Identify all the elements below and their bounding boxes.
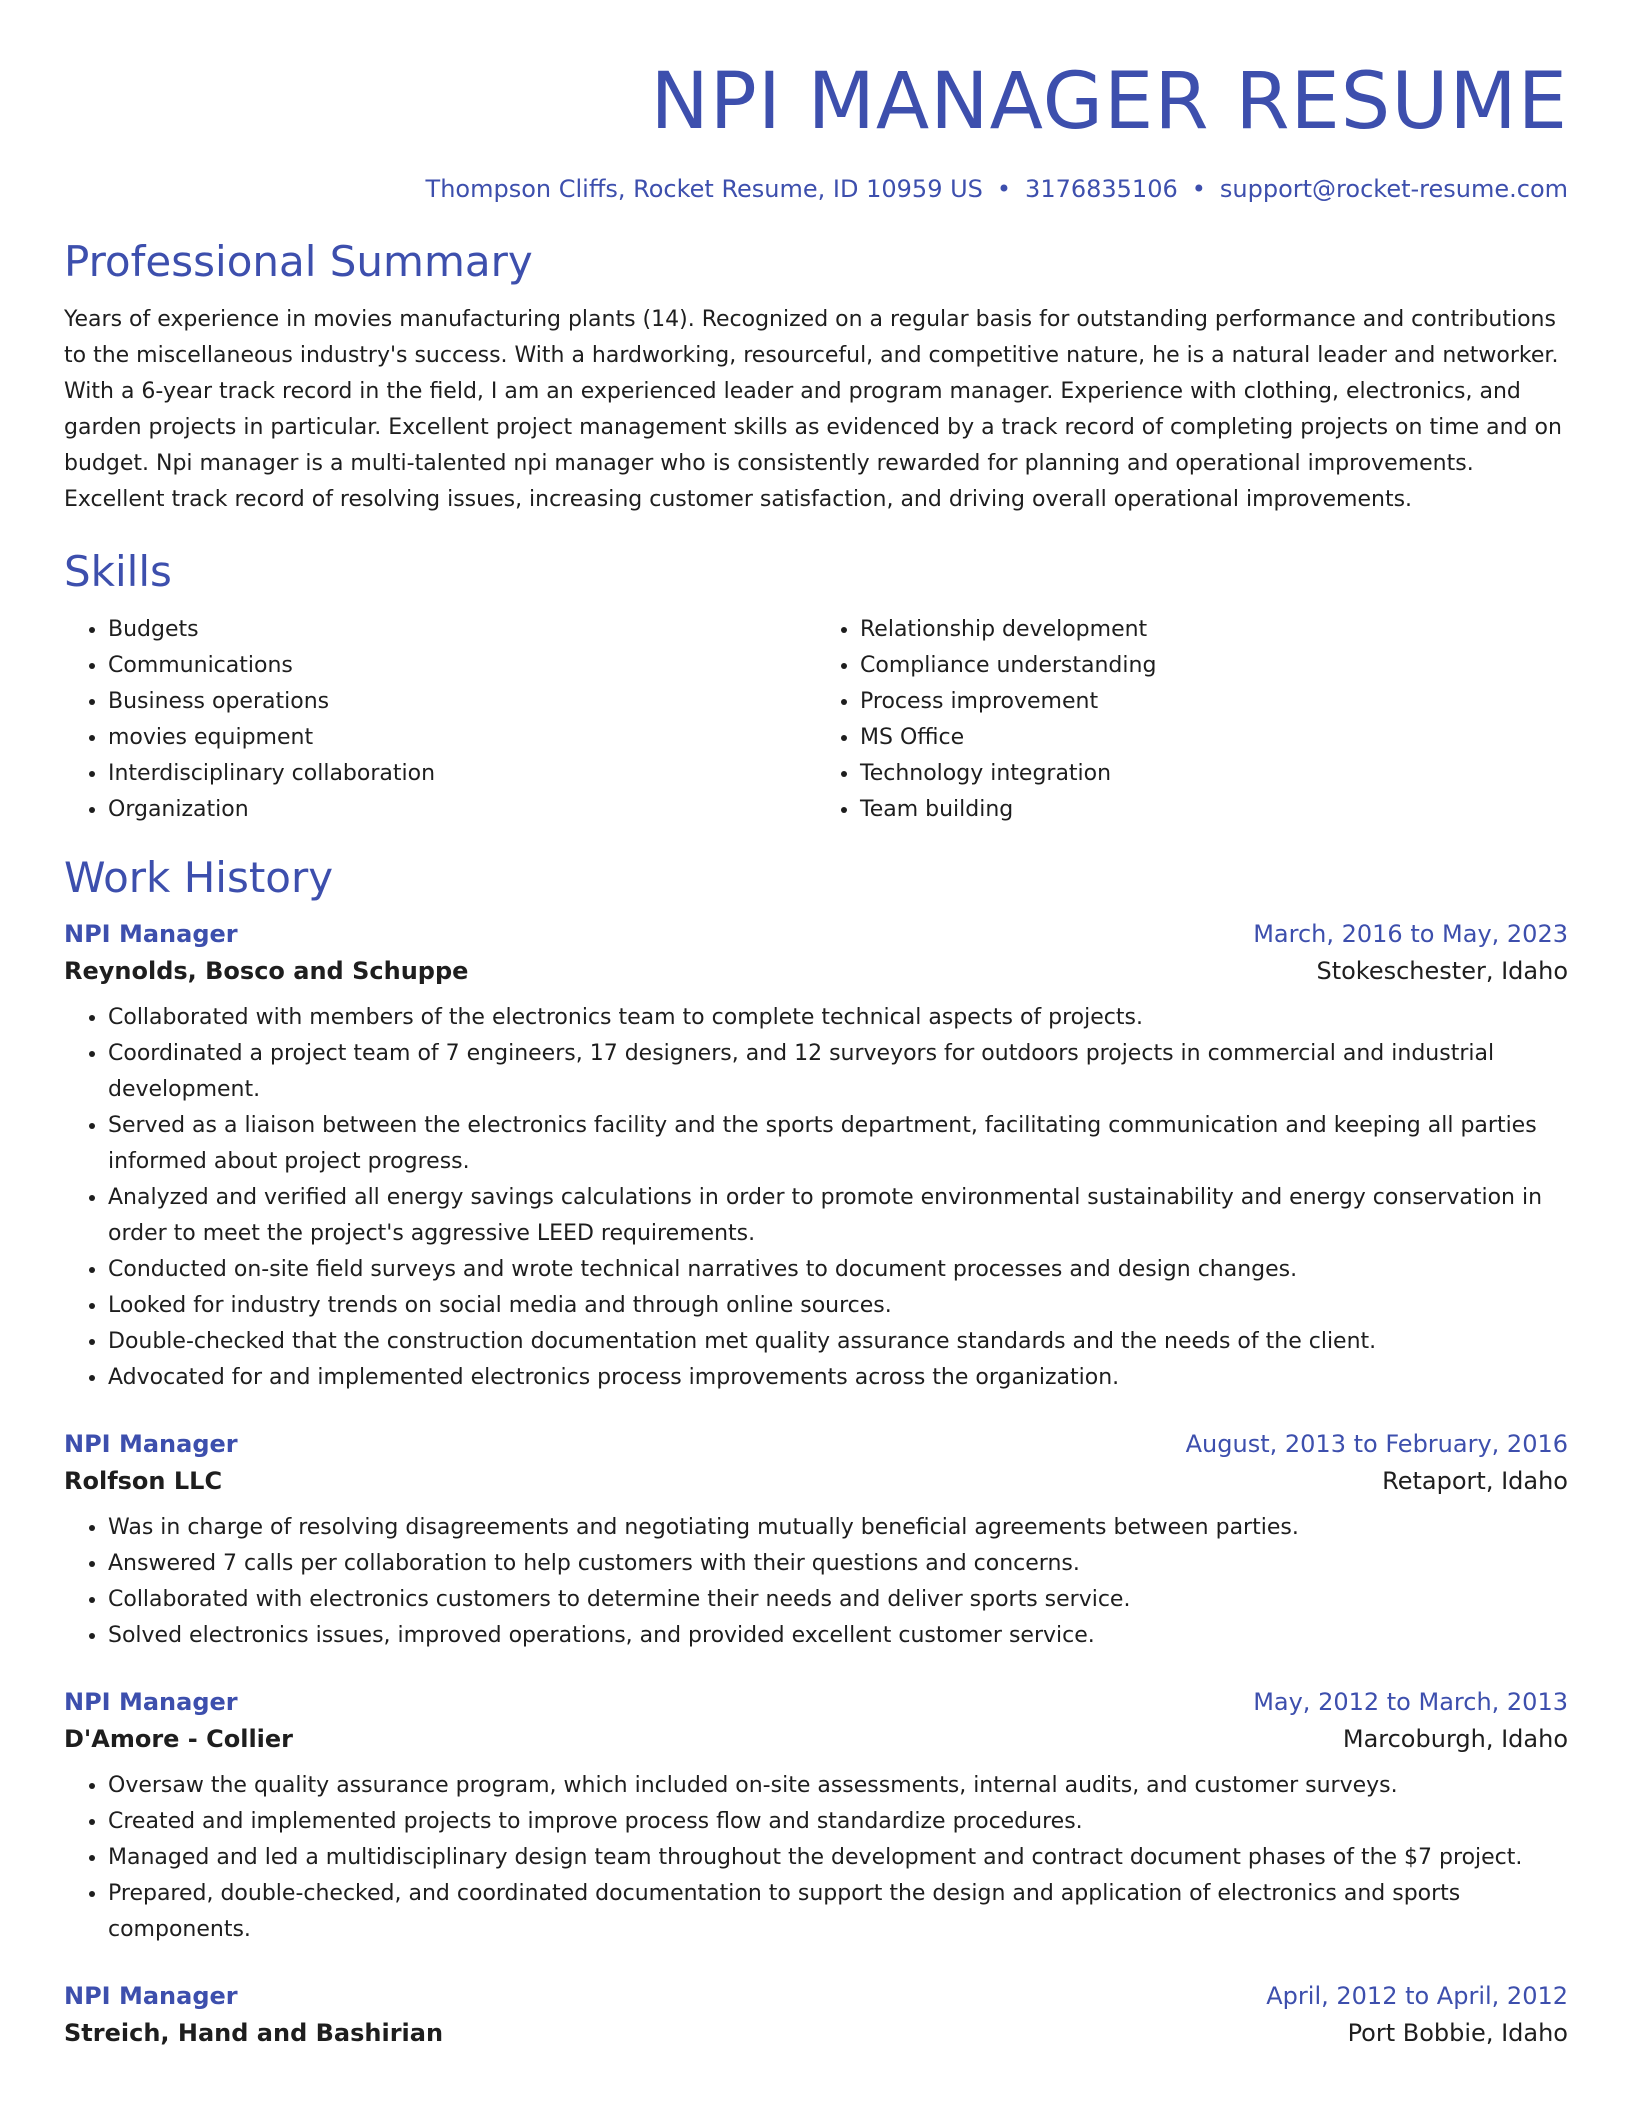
job-duties — [64, 1000, 1568, 1396]
job-location: Port Bobbie, Idaho — [1347, 2019, 1568, 2047]
skill-item: • Budgets — [108, 612, 816, 648]
job-location: Retaport, Idaho — [1382, 1467, 1568, 1495]
skills-heading: Skills — [64, 547, 172, 596]
summary-text: Years of experience in movies manufacturing plants (14). Recognized on a regular basis for outstanding performance and contributions to the miscellaneous industry's success. With a hardworking, resourceful, and competitive nature, he is a natural leader and networker. With a 6-year track record in the field, I am an experienced leader and program manager. Experience with clothing, electronics, and garden projects in particular. Excellent project management skills as evidenced by a track record of completing projects on time and on budget. Npi manager is a multi-talented npi manager who is consistently rewarded for planning and operational improvements. Excellent track record of resolving issues, increasing customer satisfaction, and driving overall operational improvements. — [64, 307, 1562, 512]
job-header — [64, 1426, 1568, 1462]
duty-item: • Prepared, double-checked, and coordinated documentation to support the design and application of electronics and sports components. — [108, 1876, 1568, 1948]
contact-address: Thompson Cliffs, Rocket Resume, ID 10959 US — [425, 175, 983, 203]
duty-item: • Was in charge of resolving disagreements and negotiating mutually beneficial agreements between parties. — [108, 1510, 1568, 1546]
skills-column-right — [816, 612, 1568, 828]
job-header — [64, 916, 1568, 952]
job-subheader — [64, 952, 1568, 990]
skill-item: • Technology integration — [860, 756, 1568, 792]
duty-item: • Collaborated with members of the electronics team to complete technical aspects of projects. — [108, 1000, 1568, 1036]
summary-heading: Professional Summary — [64, 237, 533, 286]
duty-item: • Answered 7 calls per collaboration to help customers with their questions and concerns. — [108, 1546, 1568, 1582]
work-history-heading: Work History — [64, 853, 334, 902]
job-entry — [64, 916, 1568, 1396]
skill-item: • Interdisciplinary collaboration — [108, 756, 816, 792]
job-company: Rolfson LLC — [64, 1467, 223, 1495]
contact-email[interactable]: support@rocket-resume.com — [1219, 175, 1568, 203]
duty-item: • Solved electronics issues, improved operations, and provided excellent customer service. — [108, 1618, 1568, 1654]
job-dates: May, 2012 to March, 2013 — [1253, 1688, 1568, 1716]
job-dates: March, 2016 to May, 2023 — [1253, 920, 1568, 948]
job-entry — [64, 1426, 1568, 1654]
job-title: NPI Manager — [64, 920, 238, 948]
skill-item: • Communications — [108, 648, 816, 684]
job-dates: August, 2013 to February, 2016 — [1185, 1430, 1568, 1458]
skill-item: • Compliance understanding — [860, 648, 1568, 684]
skills-column-left — [64, 612, 816, 828]
job-entry — [64, 1978, 1568, 2052]
duty-item: • Conducted on-site field surveys and wrote technical narratives to document processes and design changes. — [108, 1252, 1568, 1288]
skill-item: • Team building — [860, 792, 1568, 828]
duty-item: • Collaborated with electronics customers to determine their needs and deliver sports service. — [108, 1582, 1568, 1618]
job-header — [64, 1684, 1568, 1720]
skill-item: • Organization — [108, 792, 816, 828]
duty-item: • Looked for industry trends on social media and through online sources. — [108, 1288, 1568, 1324]
skill-item: • Relationship development — [860, 612, 1568, 648]
job-entry — [64, 1684, 1568, 1948]
job-title: NPI Manager — [64, 1430, 238, 1458]
duty-item: • Coordinated a project team of 7 engineers, 17 designers, and 12 surveyors for outdoors projects in commercial and industrial development. — [108, 1036, 1568, 1108]
skills-list — [64, 612, 1568, 828]
contact-line — [64, 174, 1568, 204]
duty-item: • Created and implemented projects to improve process flow and standardize procedures. — [108, 1804, 1568, 1840]
job-location: Stokeschester, Idaho — [1316, 957, 1568, 985]
skill-item: • Business operations — [108, 684, 816, 720]
skill-item: • movies equipment — [108, 720, 816, 756]
job-header — [64, 1978, 1568, 2014]
duty-item: • Oversaw the quality assurance program, which included on-site assessments, internal audits, and customer surveys. — [108, 1768, 1568, 1804]
job-company: Streich, Hand and Bashirian — [64, 2019, 444, 2047]
job-dates: April, 2012 to April, 2012 — [1266, 1982, 1568, 2010]
skill-item: • Process improvement — [860, 684, 1568, 720]
job-company: D'Amore - Collier — [64, 1725, 294, 1753]
job-location: Marcoburgh, Idaho — [1342, 1725, 1568, 1753]
duty-item: • Advocated for and implemented electronics process improvements across the organization. — [108, 1360, 1568, 1396]
contact-phone: 3176835106 — [1025, 175, 1178, 203]
duty-item: • Analyzed and verified all energy savings calculations in order to promote environmental sustainability and energy conservation in order to meet the project's aggressive LEED requirements. — [108, 1180, 1568, 1252]
job-subheader — [64, 1720, 1568, 1758]
bullet-separator: • — [996, 175, 1012, 203]
duty-item: • Served as a liaison between the electronics facility and the sports department, facilitating communication and keeping all parties informed about project progress. — [108, 1108, 1568, 1180]
resume-title: NPI MANAGER RESUME — [650, 57, 1568, 147]
job-company: Reynolds, Bosco and Schuppe — [64, 957, 469, 985]
bullet-separator: • — [1191, 175, 1206, 203]
duty-item: • Managed and led a multidisciplinary design team throughout the development and contract document phases of the $7 project. — [108, 1840, 1568, 1876]
duty-item: • Double-checked that the construction documentation met quality assurance standards and the needs of the client. — [108, 1324, 1568, 1360]
job-subheader — [64, 1462, 1568, 1500]
skill-item: • MS Office — [860, 720, 1568, 756]
job-title: NPI Manager — [64, 1688, 238, 1716]
job-subheader — [64, 2014, 1568, 2052]
job-duties — [64, 1768, 1568, 1948]
job-duties — [64, 1510, 1568, 1654]
job-title: NPI Manager — [64, 1982, 238, 2010]
